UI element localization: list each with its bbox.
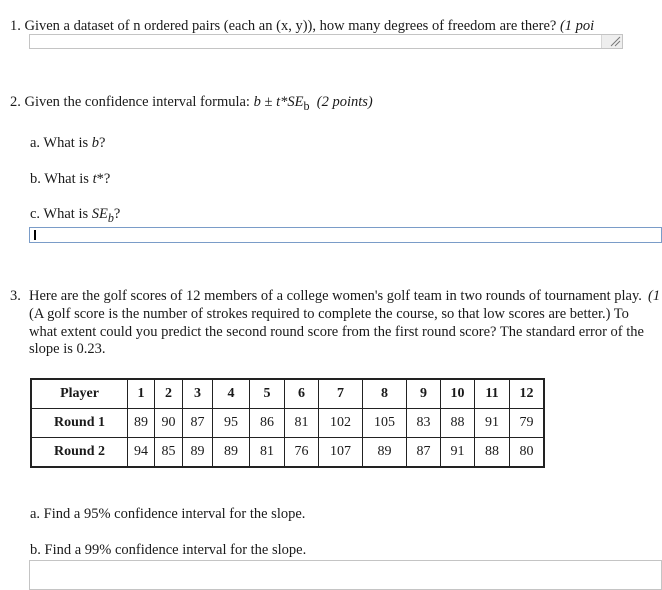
table-row-round-2: [31, 438, 544, 468]
player-cell: 1: [128, 379, 155, 409]
formula-se-subscript: b: [303, 98, 310, 113]
formula-se: *SE: [280, 94, 304, 110]
question-3-points: (1: [648, 288, 661, 304]
player-cell: 3: [183, 379, 213, 409]
round-2-cell: 89: [183, 438, 213, 468]
question-2c-suffix: ?: [113, 206, 121, 222]
round-1-cell: 79: [510, 409, 545, 438]
round-2-cell: 94: [128, 438, 155, 468]
round-1-cell: 88: [441, 409, 475, 438]
player-cell: 5: [250, 379, 285, 409]
question-2-formula: [253, 94, 310, 113]
player-cell: 10: [441, 379, 475, 409]
question-1-answer-box[interactable]: [29, 34, 623, 49]
round-2-cell: 80: [510, 438, 545, 468]
player-cell: 12: [510, 379, 545, 409]
round-1-cell: 87: [183, 409, 213, 438]
question-2-points: (2 points): [316, 94, 373, 110]
round-2-cell: 87: [407, 438, 441, 468]
table-row-player: [31, 379, 544, 409]
round-2-cell: 85: [155, 438, 183, 468]
question-2c-subscript: b: [107, 210, 114, 225]
question-1-points: (1 poi: [559, 18, 595, 34]
table-header-player: Player: [31, 379, 128, 409]
player-cell: 6: [285, 379, 319, 409]
table-row-round-1: [31, 409, 544, 438]
question-2a-prefix: a. What is: [30, 135, 92, 151]
question-3-text: Here are the golf scores of 12 members of a college women's golf team in two rounds of tournament play. (A golf score is the number of strokes required to complete the course, so that low scores are better.) To what extent could you predict the second round score from the first round score? The standard error of the slope is 0.23.: [29, 288, 644, 358]
question-2b-suffix: *?: [96, 171, 111, 187]
player-cell: 8: [363, 379, 407, 409]
golf-scores-table: [30, 378, 545, 468]
question-1: [10, 18, 594, 35]
question-2-text: Given the confidence interval formula:: [24, 94, 250, 110]
round-2-cell: 107: [319, 438, 363, 468]
resize-handle[interactable]: [601, 35, 622, 48]
player-cell: 2: [155, 379, 183, 409]
question-2a-suffix: ?: [99, 135, 106, 151]
round-1-cell: 81: [285, 409, 319, 438]
question-2c-prefix: c. What is: [30, 206, 92, 222]
round-2-cell: 89: [213, 438, 250, 468]
question-3a: a. Find a 95% confidence interval for the slope.: [30, 506, 306, 522]
question-2c-var: SE: [91, 206, 108, 222]
round-1-cell: 89: [128, 409, 155, 438]
round-2-cell: 81: [250, 438, 285, 468]
formula-b: b: [253, 94, 261, 110]
question-2b-prefix: b. What is: [30, 171, 93, 187]
round-2-cell: 89: [363, 438, 407, 468]
question-2: [10, 94, 373, 114]
question-2-number: 2.: [10, 94, 21, 110]
round-1-cell: 83: [407, 409, 441, 438]
table-header-round-2: Round 2: [31, 438, 128, 468]
player-cell: 4: [213, 379, 250, 409]
question-1-number: 1.: [10, 18, 21, 34]
round-2-cell: 88: [475, 438, 510, 468]
question-2c: [30, 206, 120, 226]
question-3-number: 3.: [10, 288, 21, 304]
formula-plus-minus: ±: [260, 94, 277, 110]
question-2a: [30, 135, 105, 152]
round-2-cell: 76: [285, 438, 319, 468]
round-1-cell: 102: [319, 409, 363, 438]
round-2-cell: 91: [441, 438, 475, 468]
question-2a-var: b: [91, 135, 99, 151]
question-1-text: Given a dataset of n ordered pairs (each an (x, y)), how many degrees of freedom are there?: [24, 18, 557, 34]
round-1-cell: 90: [155, 409, 183, 438]
formula-t: t: [276, 94, 281, 110]
text-caret: [34, 230, 36, 240]
question-2b-var: t: [92, 171, 97, 187]
player-cell: 7: [319, 379, 363, 409]
round-1-cell: 105: [363, 409, 407, 438]
table-header-round-1: Round 1: [31, 409, 128, 438]
round-1-cell: 86: [250, 409, 285, 438]
question-3b: b. Find a 99% confidence interval for the slope.: [30, 542, 307, 558]
player-cell: 9: [407, 379, 441, 409]
round-1-cell: 95: [213, 409, 250, 438]
round-1-cell: 91: [475, 409, 510, 438]
question-2c-answer-input[interactable]: [29, 227, 662, 243]
question-2b: [30, 171, 110, 188]
player-cell: 11: [475, 379, 510, 409]
resize-grip-icon: [609, 36, 621, 47]
